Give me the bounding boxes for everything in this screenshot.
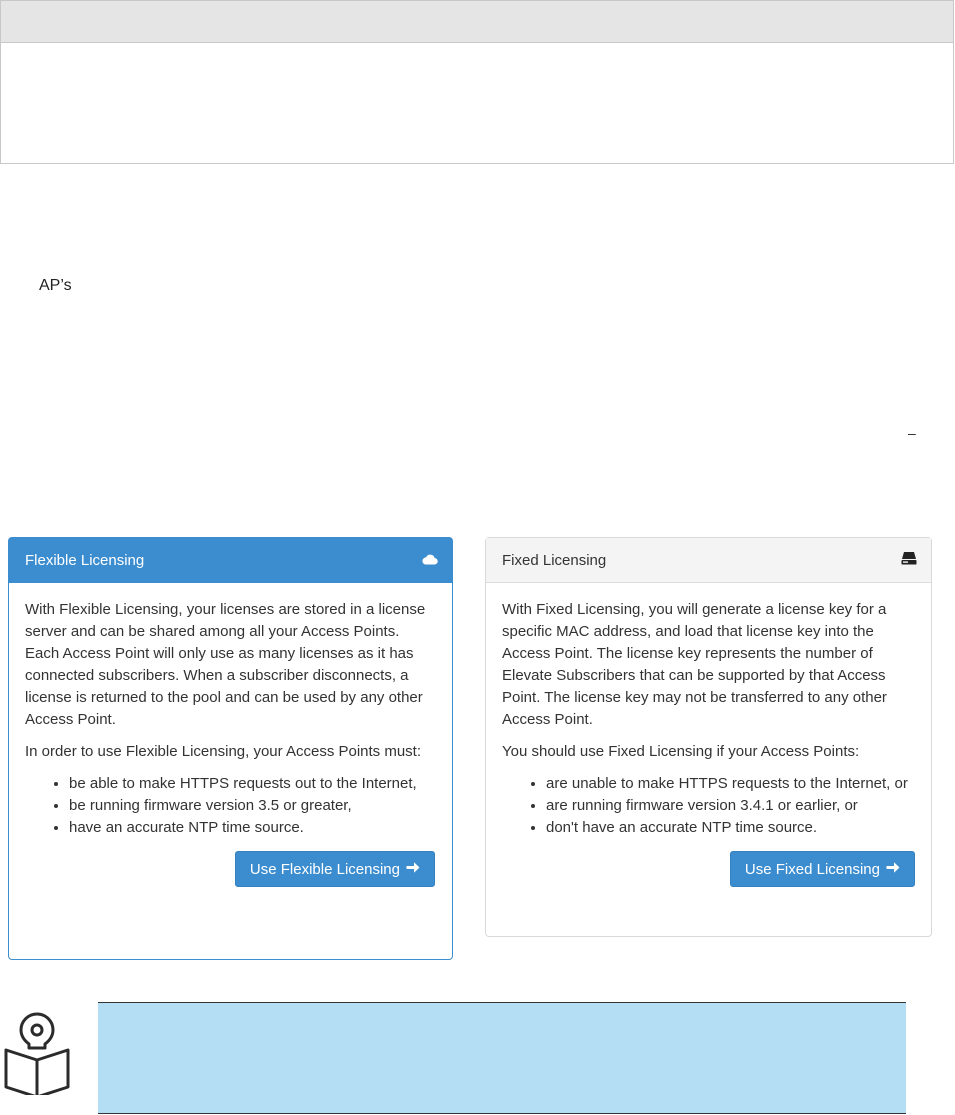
flexible-licensing-header bbox=[9, 538, 452, 583]
list-item: • be able to make HTTPS requests out to the Internet, bbox=[69, 773, 436, 795]
use-flexible-licensing-button[interactable] bbox=[235, 851, 435, 887]
fixed-licensing-body bbox=[486, 583, 931, 887]
top-table-header bbox=[1, 1, 953, 43]
flexible-licensing-body bbox=[9, 583, 452, 887]
use-flexible-licensing-label: Use Flexible Licensing bbox=[249, 860, 400, 878]
hard-drive-icon bbox=[901, 551, 917, 569]
top-table-frame bbox=[0, 0, 954, 164]
fixed-licensing-title: Fixed Licensing bbox=[502, 551, 607, 569]
aps-text: AP’s bbox=[39, 277, 72, 294]
flexible-requirements-intro: In order to use Flexible Licensing, your Access Points must: bbox=[25, 743, 422, 760]
note-book-icon bbox=[2, 1005, 72, 1095]
cloud-icon bbox=[421, 552, 438, 569]
dash-mark: – bbox=[908, 425, 916, 441]
use-fixed-licensing-button[interactable] bbox=[730, 851, 915, 887]
list-item: • have an accurate NTP time source. bbox=[69, 817, 436, 839]
list-item: • be running firmware version 3.5 or greater, bbox=[69, 795, 436, 817]
list-item: • are running firmware version 3.4.1 or earlier, or bbox=[546, 795, 915, 817]
arrow-right-icon bbox=[886, 861, 900, 878]
flexible-description: With Flexible Licensing, your licenses are stored in a license server and can be shared among all your Access Points. Each Access Point will only use as many licenses as it has connected subscribers. When a subscriber disconnects, a license is returned to the pool and can be used by any other Access Point. bbox=[25, 601, 426, 728]
list-item: • don't have an accurate NTP time source. bbox=[546, 817, 915, 839]
list-item: • are unable to make HTTPS requests to the Internet, or bbox=[546, 773, 915, 795]
note-box bbox=[98, 1002, 906, 1114]
fixed-requirements-list bbox=[502, 773, 915, 839]
use-fixed-licensing-label: Use Fixed Licensing bbox=[744, 860, 880, 878]
fixed-licensing-panel bbox=[485, 537, 932, 937]
fixed-licensing-header bbox=[486, 538, 931, 583]
fixed-description: With Fixed Licensing, you will generate a license key for a specific MAC address, and load that license key into the Access Point. The license key represents the number of Elevate Subscribers that can be supported by that Access Point. The license key may not be transferred to any other Access Point. bbox=[502, 601, 887, 728]
flexible-licensing-title: Flexible Licensing bbox=[25, 551, 145, 569]
fixed-requirements-intro: You should use Fixed Licensing if your Access Points: bbox=[502, 743, 860, 760]
arrow-right-icon bbox=[406, 861, 420, 878]
flexible-licensing-panel bbox=[8, 537, 453, 960]
flexible-requirements-list bbox=[25, 773, 436, 839]
